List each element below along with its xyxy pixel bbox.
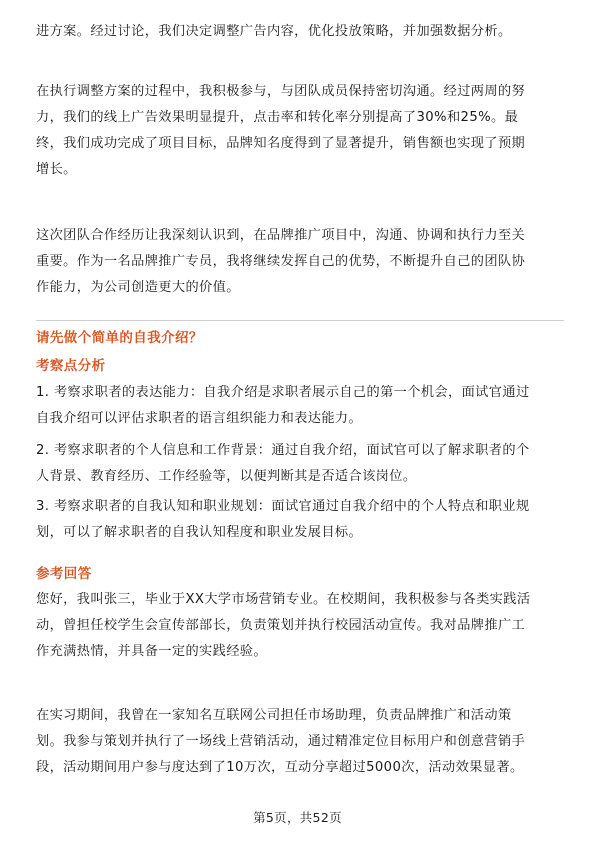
- text-line: 2. 考察求职者的个人信息和工作背景：通过自我介绍，面试官可以了解求职者的个: [36, 443, 530, 458]
- analysis-heading: 考察点分析: [36, 358, 106, 374]
- document-page: [36, 0, 564, 842]
- text-line: 3. 考察求职者的自我认知和职业规划：面试官通过自我介绍中的个人特点和职业规: [36, 499, 530, 514]
- text-line: 进方案。经过讨论，我们决定调整广告内容，优化投放策略，并加强数据分析。: [36, 24, 512, 39]
- text-line: 这次团队合作经历让我深刻认识到，在品牌推广项目中，沟通、协调和执行力至关: [36, 228, 526, 243]
- text-line: 您好，我叫张三，毕业于XX大学市场营销专业。在校期间，我积极参与各类实践活: [36, 592, 531, 607]
- text-line: 划。我参与策划并执行了一场线上营销活动，通过精准定位目标用户和创意营销手: [36, 734, 526, 749]
- text-line: 作能力，为公司创造更大的价值。: [36, 280, 240, 295]
- analysis-point-3: [36, 494, 564, 546]
- text-line: 人背景、教育经历、工作经验等，以便判断其是否适合该岗位。: [36, 469, 417, 484]
- intro-paragraph-1: [36, 19, 564, 45]
- analysis-point-1: [36, 380, 564, 432]
- text-line: 划，可以了解求职者的自我认知程度和职业发展目标。: [36, 525, 363, 540]
- text-line: 段，活动期间用户参与度达到了10万次，互动分享超过5000次，活动效果显著。: [36, 760, 524, 775]
- answer-heading: 参考回答: [36, 566, 92, 582]
- page-number: 第5页，共52页: [253, 810, 342, 825]
- answer-paragraph-1: [36, 587, 564, 665]
- text-line: 1. 考察求职者的表达能力：自我介绍是求职者展示自己的第一个机会，面试官通过: [36, 385, 530, 400]
- text-line: 在执行调整方案的过程中，我积极参与，与团队成员保持密切沟通。经过两周的努: [36, 84, 526, 99]
- text-line: 重要。作为一名品牌推广专员，我将继续发挥自己的优势，不断提升自己的团队协: [36, 254, 526, 269]
- text-line: 力，我们的线上广告效果明显提升，点击率和转化率分别提高了30%和25%。最: [36, 110, 519, 125]
- text-line: 动，曾担任校学生会宣传部部长，负责策划并执行校园活动宣传。我对品牌推广工: [36, 618, 526, 633]
- text-line: 自我介绍可以评估求职者的语言组织能力和表达能力。: [36, 411, 363, 426]
- intro-paragraph-2: [36, 79, 564, 183]
- answer-paragraph-2: [36, 703, 564, 781]
- text-line: 在实习期间，我曾在一家知名互联网公司担任市场助理，负责品牌推广和活动策: [36, 708, 512, 723]
- section-divider: [36, 320, 564, 321]
- text-line: 终，我们成功完成了项目目标，品牌知名度得到了显著提升，销售额也实现了预期: [36, 136, 526, 151]
- intro-paragraph-3: [36, 223, 564, 301]
- text-line: 作充满热情，并具备一定的实践经验。: [36, 644, 267, 659]
- analysis-point-2: [36, 438, 564, 490]
- question-title: 请先做个简单的自我介绍？: [36, 330, 203, 346]
- text-line: 增长。: [36, 162, 77, 177]
